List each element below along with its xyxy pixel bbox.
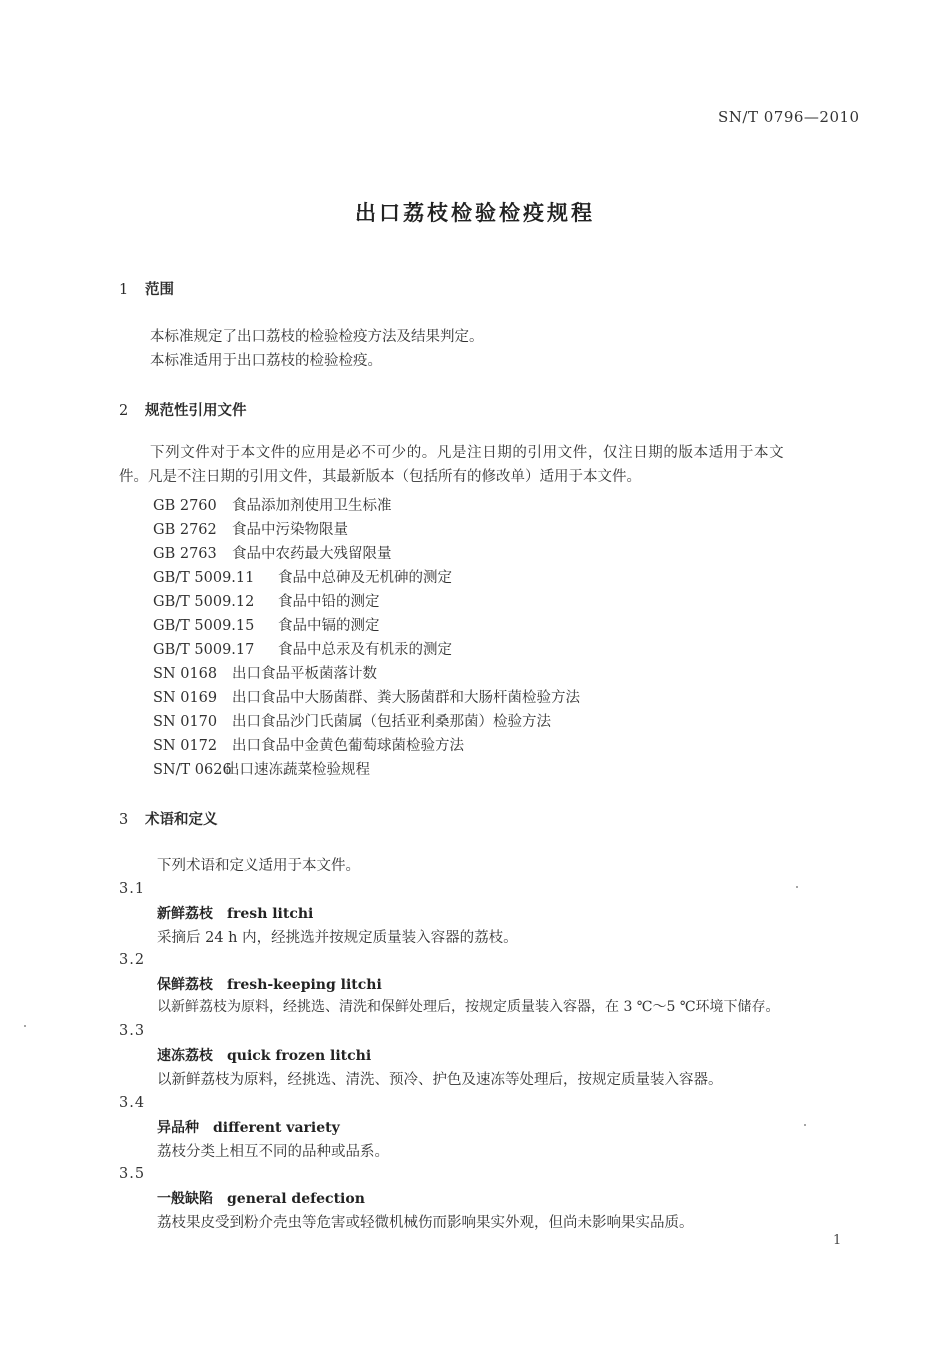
reference-item bbox=[153, 518, 348, 539]
term-english: fresh litchi bbox=[227, 906, 314, 922]
section-2-heading bbox=[119, 399, 247, 420]
term-definition: 荔枝分类上相互不同的品种或品系。 bbox=[157, 1144, 389, 1160]
term-heading bbox=[157, 1117, 340, 1137]
term-english: quick frozen litchi bbox=[227, 1048, 372, 1064]
reference-item bbox=[153, 638, 452, 659]
reference-code: SN/T 0626 bbox=[153, 762, 232, 778]
term-english: fresh-keeping litchi bbox=[227, 977, 382, 993]
scan-speck bbox=[804, 1124, 806, 1126]
term-heading bbox=[157, 974, 382, 994]
reference-title: 食品添加剂使用卫生标准 bbox=[232, 498, 392, 514]
term-chinese: 速冻荔枝 bbox=[157, 1048, 213, 1064]
term-english: different variety bbox=[213, 1120, 340, 1136]
reference-title: 食品中污染物限量 bbox=[232, 522, 348, 538]
term-definition: 采摘后 24 h 内，经挑选并按规定质量装入容器的荔枝。 bbox=[157, 930, 518, 946]
term-chinese: 保鲜荔枝 bbox=[157, 977, 213, 993]
paragraph: 件。凡是不注日期的引用文件，其最新版本（包括所有的修改单）适用于本文件。 bbox=[119, 469, 641, 485]
reference-item bbox=[153, 542, 392, 563]
reference-title: 食品中铅的测定 bbox=[278, 594, 380, 610]
section-title: 规范性引用文件 bbox=[145, 402, 247, 419]
reference-item bbox=[153, 758, 370, 779]
reference-title: 出口食品中金黄色葡萄球菌检验方法 bbox=[232, 738, 464, 754]
section-1-heading bbox=[119, 278, 174, 299]
reference-code: SN 0169 bbox=[153, 690, 218, 706]
section-number: 1 bbox=[119, 282, 129, 298]
term-number: 3.4 bbox=[119, 1095, 146, 1111]
term-definition: 荔枝果皮受到粉介壳虫等危害或轻微机械伤而影响果实外观，但尚未影响果实品质。 bbox=[157, 1215, 694, 1231]
reference-title: 出口食品中大肠菌群、粪大肠菌群和大肠杆菌检验方法 bbox=[232, 690, 580, 706]
section-title: 术语和定义 bbox=[145, 811, 218, 828]
document-title: 出口荔枝检验检疫规程 bbox=[355, 200, 595, 225]
reference-title: 食品中镉的测定 bbox=[278, 618, 380, 634]
paragraph: 下列术语和定义适用于本文件。 bbox=[157, 858, 360, 874]
section-3-heading bbox=[119, 808, 218, 829]
term-heading bbox=[157, 1045, 371, 1065]
page-number: 1 bbox=[833, 1233, 842, 1248]
reference-item bbox=[153, 614, 380, 635]
term-chinese: 异品种 bbox=[157, 1120, 199, 1136]
scan-speck bbox=[24, 1025, 26, 1027]
standard-number: SN/T 0796—2010 bbox=[718, 108, 860, 126]
term-number: 3.2 bbox=[119, 952, 146, 968]
reference-item bbox=[153, 710, 551, 731]
paragraph: 本标准适用于出口荔枝的检验检疫。 bbox=[150, 353, 382, 369]
section-number: 3 bbox=[119, 812, 129, 828]
reference-code: GB 2763 bbox=[153, 546, 217, 562]
term-chinese: 一般缺陷 bbox=[157, 1191, 213, 1207]
term-heading bbox=[157, 903, 313, 923]
scan-speck bbox=[796, 886, 798, 888]
reference-code: GB 2760 bbox=[153, 498, 217, 514]
reference-code: GB/T 5009.11 bbox=[153, 570, 255, 586]
reference-code: GB/T 5009.12 bbox=[153, 594, 255, 610]
reference-title: 出口食品沙门氏菌属（包括亚利桑那菌）检验方法 bbox=[232, 714, 551, 730]
term-chinese: 新鲜荔枝 bbox=[157, 906, 213, 922]
reference-item bbox=[153, 590, 380, 611]
section-title: 范围 bbox=[145, 281, 174, 298]
term-definition: 以新鲜荔枝为原料，经挑选、清洗和保鲜处理后，按规定质量装入容器，在 3 ℃～5 ℃环境下储存。 bbox=[157, 999, 780, 1015]
reference-code: SN 0170 bbox=[153, 714, 218, 730]
reference-item bbox=[153, 566, 452, 587]
term-definition: 以新鲜荔枝为原料，经挑选、清洗、预冷、护色及速冻等处理后，按规定质量装入容器。 bbox=[157, 1072, 723, 1088]
paragraph: 下列文件对于本文件的应用是必不可少的。凡是注日期的引用文件，仅注日期的版本适用于本文 bbox=[150, 445, 785, 461]
reference-item bbox=[153, 734, 464, 755]
reference-title: 食品中总砷及无机砷的测定 bbox=[278, 570, 452, 586]
reference-item bbox=[153, 686, 580, 707]
reference-item bbox=[153, 662, 377, 683]
reference-title: 出口食品平板菌落计数 bbox=[232, 666, 377, 682]
reference-code: SN 0168 bbox=[153, 666, 218, 682]
reference-title: 食品中总汞及有机汞的测定 bbox=[278, 642, 452, 658]
reference-title: 出口速冻蔬菜检验规程 bbox=[225, 762, 370, 778]
reference-code: SN 0172 bbox=[153, 738, 218, 754]
reference-title: 食品中农药最大残留限量 bbox=[232, 546, 392, 562]
section-number: 2 bbox=[119, 403, 129, 419]
term-number: 3.1 bbox=[119, 881, 146, 897]
reference-code: GB 2762 bbox=[153, 522, 217, 538]
reference-code: GB/T 5009.17 bbox=[153, 642, 255, 658]
reference-code: GB/T 5009.15 bbox=[153, 618, 255, 634]
term-heading bbox=[157, 1188, 365, 1208]
term-english: general defection bbox=[227, 1191, 365, 1207]
term-number: 3.3 bbox=[119, 1023, 146, 1039]
paragraph: 本标准规定了出口荔枝的检验检疫方法及结果判定。 bbox=[150, 329, 484, 345]
term-number: 3.5 bbox=[119, 1166, 146, 1182]
reference-item bbox=[153, 494, 392, 515]
